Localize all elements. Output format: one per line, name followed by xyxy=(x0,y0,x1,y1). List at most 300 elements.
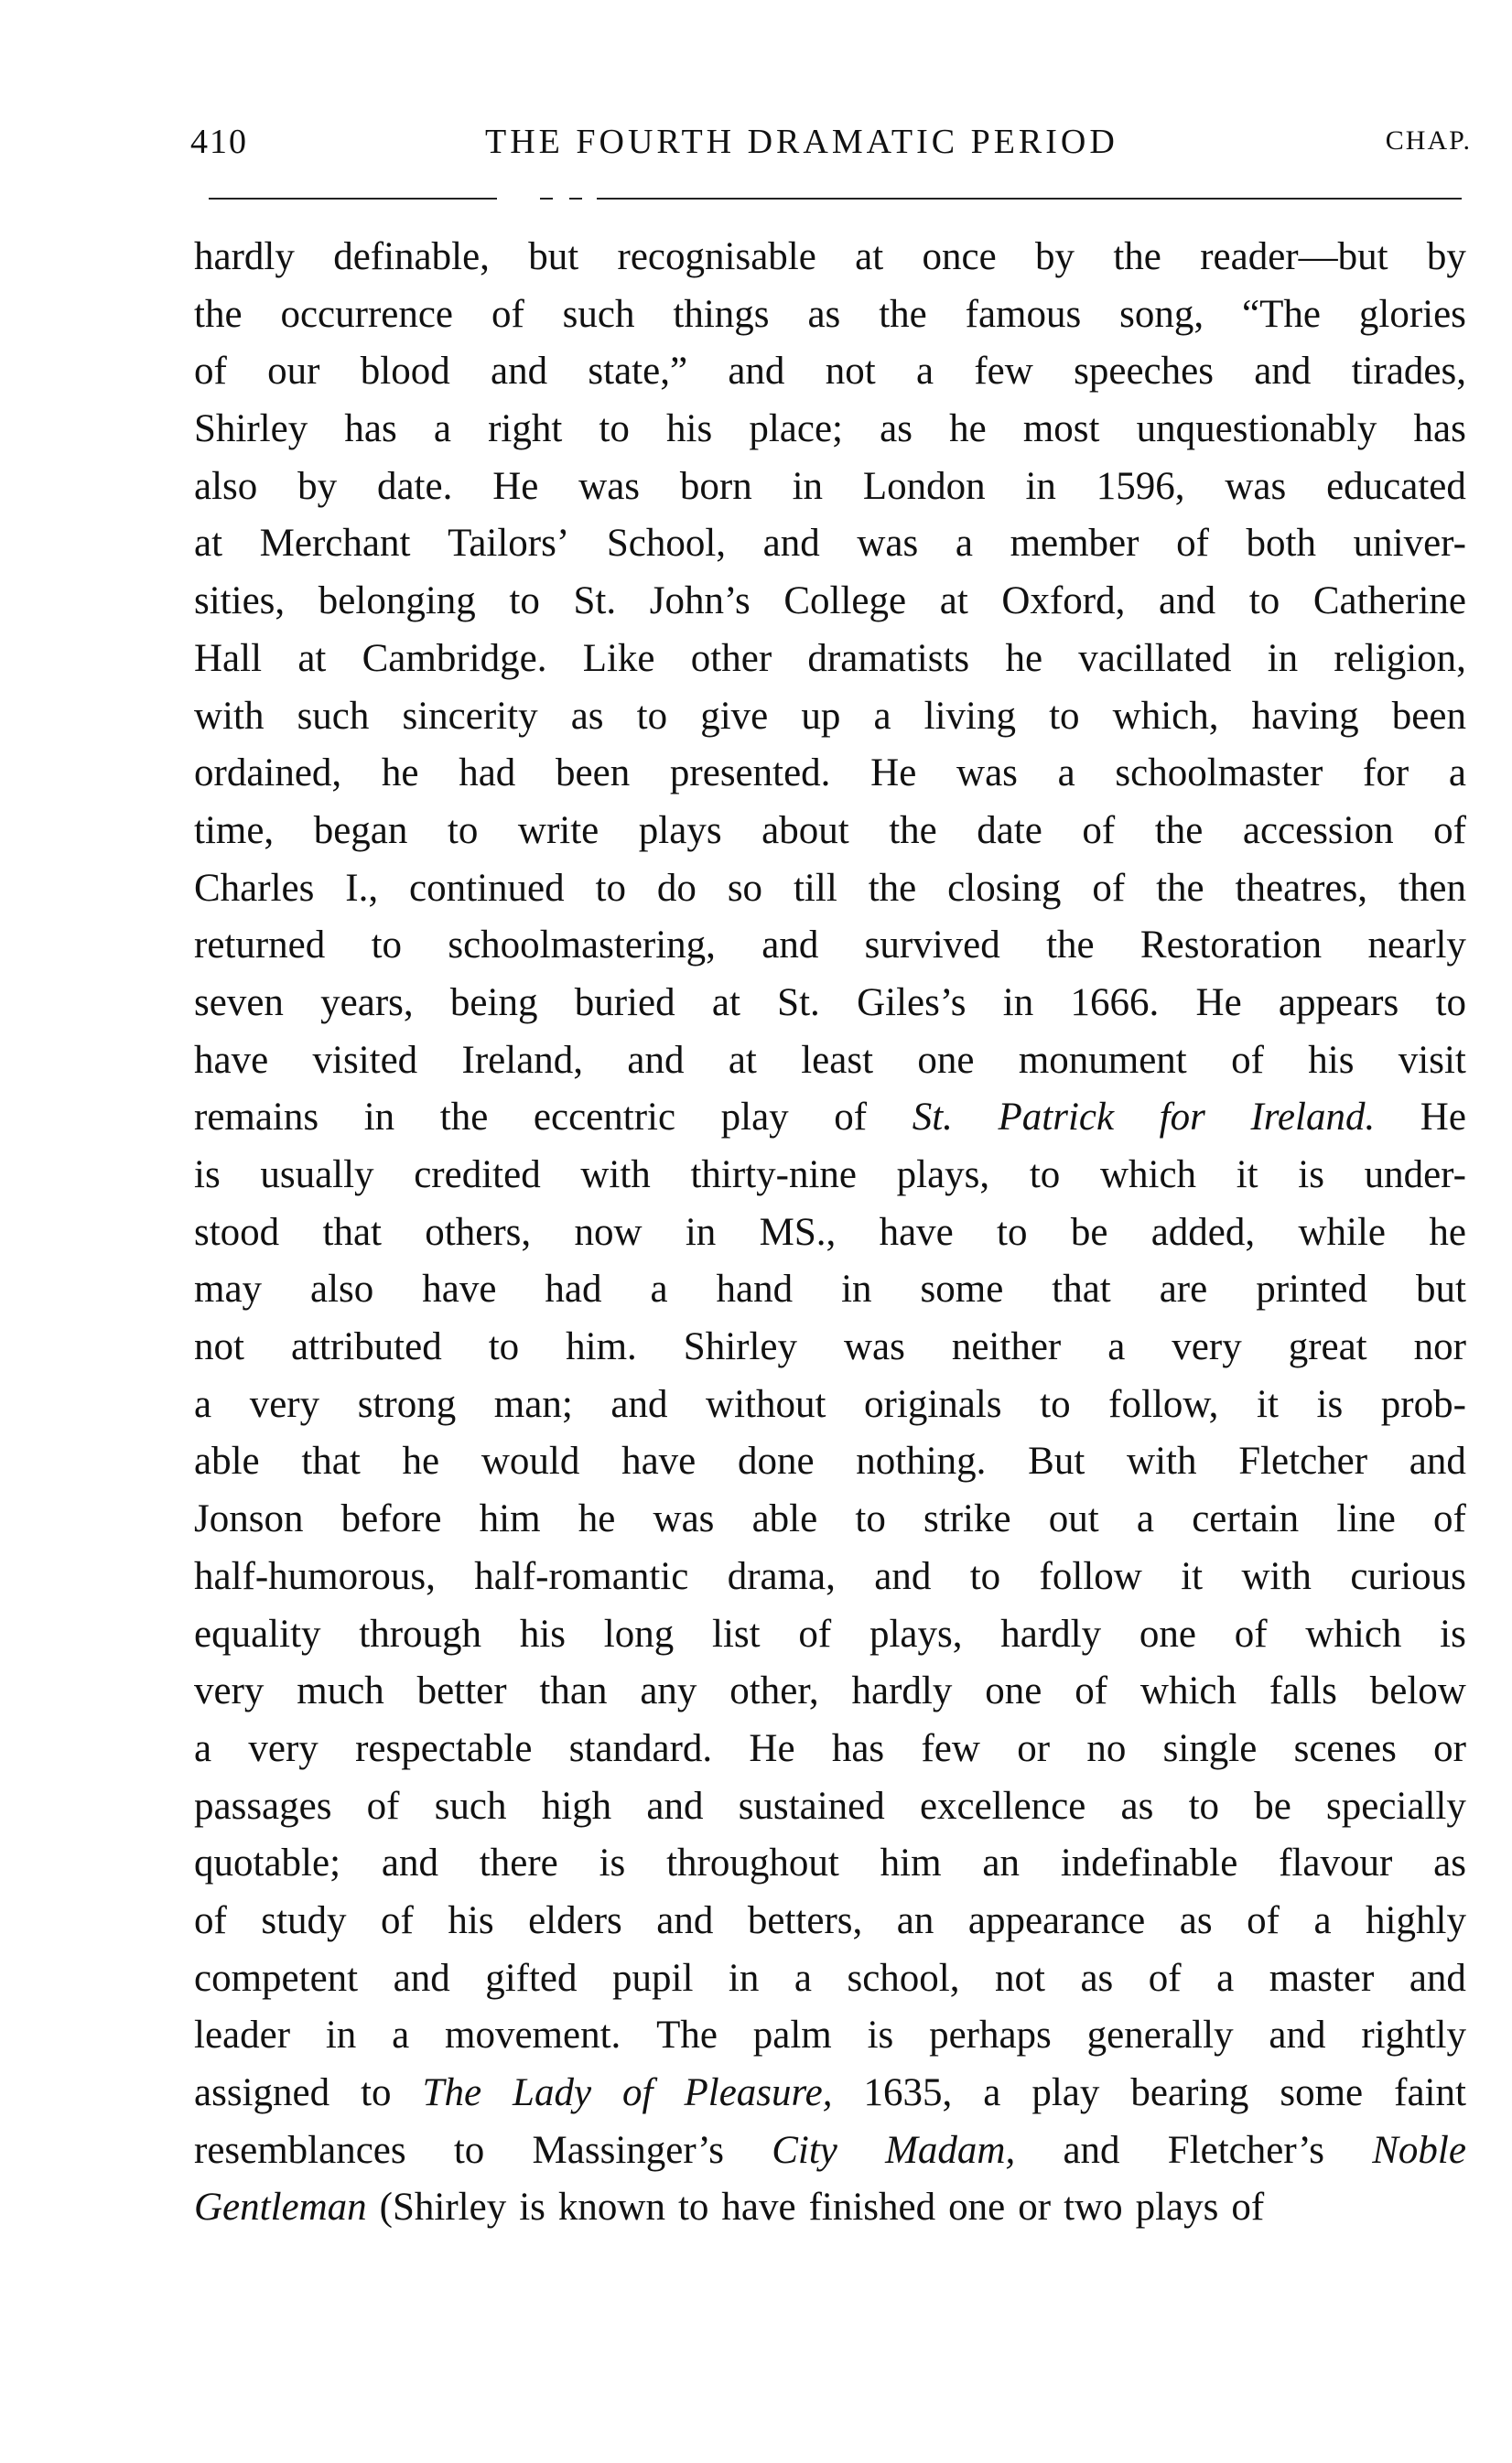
word: not xyxy=(825,350,876,394)
word: under- xyxy=(1364,1153,1466,1196)
word: 1596, xyxy=(1096,464,1185,508)
word: certain xyxy=(1192,1497,1300,1541)
word: a xyxy=(915,350,934,394)
text-line xyxy=(194,286,1466,344)
word: John’s xyxy=(649,579,751,623)
word: began xyxy=(313,808,408,852)
word: is xyxy=(867,2014,894,2058)
text-line xyxy=(194,917,1466,975)
word: theatres, xyxy=(1235,866,1367,910)
word: very xyxy=(194,1669,265,1713)
word: without xyxy=(706,1382,826,1426)
word: or xyxy=(1018,2186,1052,2230)
word: drama, xyxy=(727,1554,836,1598)
word: least xyxy=(801,1038,874,1082)
word: eccentric xyxy=(533,1096,676,1140)
word: not xyxy=(194,1325,244,1369)
word: a xyxy=(983,2071,1001,2114)
word: plays xyxy=(638,808,722,852)
word: sustained xyxy=(738,1784,885,1828)
word: have xyxy=(621,1440,697,1484)
word: follow, xyxy=(1108,1382,1219,1426)
word: prob- xyxy=(1380,1382,1466,1426)
word: the xyxy=(889,808,937,852)
word: at xyxy=(939,579,968,623)
word: also xyxy=(310,1268,374,1312)
text-line xyxy=(194,1147,1466,1204)
word: which xyxy=(1099,1153,1197,1196)
text-line xyxy=(194,573,1466,631)
text-line xyxy=(194,1204,1466,1262)
word: But xyxy=(1028,1440,1085,1484)
word: for xyxy=(1363,751,1409,795)
word: most xyxy=(1022,407,1100,451)
word: of xyxy=(1231,2186,1265,2230)
word: other xyxy=(690,636,772,680)
word: follow xyxy=(1039,1554,1142,1598)
word: indefinable xyxy=(1060,1842,1238,1885)
word: of xyxy=(1231,1038,1264,1082)
word: of xyxy=(194,1898,227,1942)
word: survived xyxy=(864,924,1000,967)
word: as xyxy=(807,292,841,336)
word: at xyxy=(728,1038,757,1082)
word: the xyxy=(1113,235,1161,278)
word: was xyxy=(1225,464,1287,508)
word: as xyxy=(1120,1784,1154,1828)
word: as xyxy=(880,407,913,451)
word: have xyxy=(194,1038,269,1082)
word: was xyxy=(956,751,1018,795)
word: the xyxy=(194,292,243,336)
word: and xyxy=(1409,1956,1466,2000)
word: definable, xyxy=(333,235,490,278)
word: him xyxy=(479,1497,541,1541)
word: he xyxy=(1429,1210,1466,1254)
word: have xyxy=(422,1268,497,1312)
word: to xyxy=(371,924,403,967)
word: time, xyxy=(194,808,275,852)
word: long xyxy=(603,1612,675,1656)
text-line xyxy=(194,688,1466,746)
text-line xyxy=(194,229,1466,286)
text-line xyxy=(194,2123,1466,2180)
word: to xyxy=(509,579,540,623)
italic-word: City xyxy=(772,2128,837,2172)
word: living xyxy=(923,694,1016,738)
word: Restoration xyxy=(1139,924,1323,967)
word: such xyxy=(434,1784,507,1828)
word: of xyxy=(491,292,524,336)
word: Merchant xyxy=(259,522,411,566)
word: to xyxy=(1435,980,1466,1024)
word: recognisable xyxy=(617,235,816,278)
word: respectable xyxy=(355,1726,533,1770)
word: born xyxy=(679,464,752,508)
word: strike xyxy=(923,1497,1011,1541)
word: the xyxy=(879,292,927,336)
word: song, xyxy=(1119,292,1204,336)
word: was xyxy=(653,1497,715,1541)
word: and xyxy=(610,1382,668,1426)
word: is xyxy=(519,2186,545,2230)
word: Charles xyxy=(194,866,315,910)
word: and xyxy=(728,350,785,394)
text-line xyxy=(194,1549,1466,1606)
word: that xyxy=(1052,1268,1111,1312)
word: and xyxy=(1063,2128,1120,2172)
text-line xyxy=(194,1377,1466,1434)
word: Shirley xyxy=(194,407,308,451)
word: educated xyxy=(1326,464,1466,508)
chapter-abbrev: CHAP. xyxy=(1385,125,1472,156)
word: that xyxy=(301,1440,361,1484)
word: visited xyxy=(312,1038,418,1082)
word: to xyxy=(488,1325,520,1369)
word: ordained, xyxy=(194,751,342,795)
word: two xyxy=(1064,2186,1123,2230)
word: done xyxy=(737,1440,815,1484)
word: of xyxy=(1433,808,1466,852)
word: Ireland, xyxy=(461,1038,584,1082)
word: such xyxy=(297,694,370,738)
word: attributed xyxy=(290,1325,442,1369)
word: to xyxy=(361,2071,392,2114)
word: member xyxy=(1010,522,1139,566)
word: at xyxy=(297,636,327,680)
word: not xyxy=(995,1956,1045,2000)
word: school, xyxy=(847,1956,960,2000)
word: univer- xyxy=(1353,522,1466,566)
word: a xyxy=(1136,1497,1155,1541)
word: that xyxy=(322,1210,382,1254)
word: belonging xyxy=(318,579,476,623)
word: out xyxy=(1048,1497,1099,1541)
word: state,” xyxy=(588,350,688,394)
word: passages xyxy=(194,1784,332,1828)
text-line xyxy=(194,2007,1466,2065)
word: by xyxy=(297,464,338,508)
word: or xyxy=(1017,1726,1051,1770)
word: below xyxy=(1369,1669,1466,1713)
word: and xyxy=(646,1784,704,1828)
word: excellence xyxy=(919,1784,1086,1828)
word: hardly xyxy=(194,235,295,278)
word: high xyxy=(541,1784,612,1828)
word: highly xyxy=(1366,1898,1466,1942)
word: very xyxy=(1172,1325,1242,1369)
word: which, xyxy=(1112,694,1219,738)
word: and xyxy=(1159,579,1216,623)
word: hardly xyxy=(851,1669,953,1713)
word: printed xyxy=(1256,1268,1367,1312)
italic-word: The xyxy=(422,2071,482,2114)
word: be xyxy=(1070,1210,1108,1254)
word: to xyxy=(677,2186,709,2230)
word: in xyxy=(792,464,824,508)
word: Oxford, xyxy=(1001,579,1126,623)
word: famous xyxy=(965,292,1082,336)
word: the xyxy=(1046,924,1095,967)
word: such xyxy=(562,292,635,336)
word: movement. xyxy=(445,2014,621,2058)
word: quotable; xyxy=(194,1842,341,1885)
word: his xyxy=(448,1898,494,1942)
text-line xyxy=(194,401,1466,459)
word: faint xyxy=(1394,2071,1466,2114)
word: specially xyxy=(1326,1784,1466,1828)
word: plays, xyxy=(869,1612,963,1656)
word: a xyxy=(1313,1898,1332,1942)
italic-word: for xyxy=(1159,1096,1205,1140)
word: has xyxy=(344,407,397,451)
word: to xyxy=(1040,1382,1071,1426)
word: in xyxy=(1025,464,1056,508)
word: competent xyxy=(194,1956,359,2000)
word: any xyxy=(640,1669,697,1713)
word: very xyxy=(249,1382,320,1426)
word: nothing. xyxy=(856,1440,987,1484)
word: may xyxy=(194,1268,263,1312)
word: much xyxy=(297,1669,384,1713)
word: returned xyxy=(194,924,326,967)
word: and xyxy=(1409,1440,1466,1484)
word: and xyxy=(1254,350,1312,394)
word: to xyxy=(453,2128,485,2172)
word: is xyxy=(1440,1612,1466,1656)
word: a xyxy=(194,1726,212,1770)
word: accession xyxy=(1242,808,1394,852)
header-rule-dash xyxy=(569,198,582,200)
word: few xyxy=(974,350,1033,394)
word: tirades, xyxy=(1351,350,1466,394)
text-line xyxy=(194,2179,1466,2237)
word: him. xyxy=(566,1325,637,1369)
word: half-humorous, xyxy=(194,1554,436,1598)
word: to xyxy=(595,866,626,910)
text-line xyxy=(194,860,1466,918)
word: nor xyxy=(1413,1325,1466,1369)
word: Giles’s xyxy=(857,980,967,1024)
word: originals xyxy=(864,1382,1002,1426)
word: is xyxy=(194,1153,221,1196)
word: schoolmastering, xyxy=(448,924,716,967)
word: great xyxy=(1288,1325,1367,1369)
text-line xyxy=(194,2065,1466,2123)
word: he xyxy=(381,751,419,795)
word: his xyxy=(519,1612,567,1656)
word: presented. xyxy=(669,751,831,795)
word: our xyxy=(267,350,320,394)
word: seven xyxy=(194,980,284,1024)
word: plays xyxy=(1135,2186,1219,2230)
word: an xyxy=(982,1842,1021,1885)
word: curious xyxy=(1350,1554,1466,1598)
word: of xyxy=(834,1096,868,1140)
header-rule xyxy=(597,198,1462,200)
word: so xyxy=(727,866,763,910)
word: (Shirley xyxy=(379,2186,507,2230)
italic-word: of xyxy=(622,2071,653,2114)
word: things xyxy=(673,292,770,336)
word: He xyxy=(1420,1096,1466,1140)
word: years, xyxy=(320,980,414,1024)
italic-word: St. xyxy=(912,1096,953,1140)
word: and xyxy=(393,1956,450,2000)
word: the xyxy=(1156,866,1204,910)
word: is xyxy=(1298,1153,1324,1196)
word: glories xyxy=(1358,292,1466,336)
word: pupil xyxy=(612,1956,694,2000)
text-line xyxy=(194,1950,1466,2008)
word: some xyxy=(920,1268,1004,1312)
word: stood xyxy=(194,1210,280,1254)
word: generally xyxy=(1086,2014,1234,2058)
word: flavour xyxy=(1279,1842,1393,1885)
text-line xyxy=(194,1606,1466,1664)
word: through xyxy=(359,1612,482,1656)
word: vacillated xyxy=(1078,636,1232,680)
word: give xyxy=(700,694,769,738)
word: Cambridge. xyxy=(362,636,547,680)
body-paragraph xyxy=(194,229,1466,2237)
text-line xyxy=(194,515,1466,573)
word: neither xyxy=(951,1325,1062,1369)
word: standard. xyxy=(568,1726,713,1770)
word: or xyxy=(1433,1726,1466,1770)
word: plays, xyxy=(896,1153,990,1196)
word: both xyxy=(1246,522,1316,566)
word: blood xyxy=(360,350,450,394)
word: to xyxy=(855,1497,886,1541)
word: Catherine xyxy=(1312,579,1466,623)
word: to xyxy=(599,407,630,451)
word: date. xyxy=(376,464,453,508)
word: there xyxy=(479,1842,558,1885)
word: schoolmaster xyxy=(1115,751,1323,795)
running-head xyxy=(190,122,1472,177)
word: be xyxy=(1254,1784,1291,1828)
word: which xyxy=(1139,1669,1237,1713)
word: been xyxy=(556,751,631,795)
word: Hall xyxy=(194,636,263,680)
word: dramatists xyxy=(807,636,970,680)
word: was xyxy=(857,522,919,566)
word: known xyxy=(557,2186,665,2230)
word: the xyxy=(1154,808,1204,852)
word: no xyxy=(1086,1726,1127,1770)
word: hardly xyxy=(1000,1612,1102,1656)
word: a xyxy=(1448,751,1466,795)
word: College xyxy=(783,579,907,623)
word: a xyxy=(873,694,891,738)
word: perhaps xyxy=(929,2014,1052,2058)
text-line xyxy=(194,459,1466,516)
word: place; xyxy=(749,407,843,451)
text-line xyxy=(194,975,1466,1032)
word: date xyxy=(977,808,1042,852)
word: the xyxy=(439,1096,489,1140)
word: appearance xyxy=(967,1898,1146,1942)
word: a xyxy=(392,2014,410,2058)
text-line xyxy=(194,1032,1466,1090)
word: an xyxy=(896,1898,934,1942)
word: of xyxy=(1247,1898,1280,1942)
word: of xyxy=(1082,808,1116,852)
word: thirty-nine xyxy=(690,1153,857,1196)
word: to xyxy=(1188,1784,1220,1828)
word: usually xyxy=(260,1153,374,1196)
word: He xyxy=(870,751,917,795)
text-line xyxy=(194,343,1466,401)
italic-word: Gentleman xyxy=(194,2186,367,2230)
word: He xyxy=(749,1726,795,1770)
word: and xyxy=(762,522,820,566)
italic-word: Madam, xyxy=(885,2128,1016,2172)
word: is xyxy=(1316,1382,1344,1426)
word: and xyxy=(381,1842,438,1885)
word: had xyxy=(459,751,516,795)
word: gifted xyxy=(485,1956,578,2000)
word: throughout xyxy=(666,1842,839,1885)
word: few xyxy=(921,1726,980,1770)
word: He xyxy=(1195,980,1242,1024)
word: Like xyxy=(582,636,655,680)
word: one xyxy=(948,2186,1006,2230)
word: half-romantic xyxy=(474,1554,689,1598)
word: reader—but xyxy=(1200,235,1388,278)
word: to xyxy=(1049,694,1080,738)
word: up xyxy=(801,694,841,738)
word: London xyxy=(862,464,986,508)
word: to xyxy=(636,694,668,738)
word: have xyxy=(879,1210,954,1254)
word: able xyxy=(751,1497,818,1541)
italic-word: Patrick xyxy=(998,1096,1115,1140)
word: Fletcher xyxy=(1238,1440,1368,1484)
word: of xyxy=(1148,1956,1182,2000)
word: equality xyxy=(194,1612,321,1656)
word: as xyxy=(570,694,604,738)
word: but xyxy=(528,235,579,278)
text-line xyxy=(194,1835,1466,1893)
word: of xyxy=(366,1784,400,1828)
word: leader xyxy=(194,2014,291,2058)
word: Massinger’s xyxy=(532,2128,724,2172)
word: it xyxy=(1236,1153,1258,1196)
word: to xyxy=(1248,579,1280,623)
word: continued xyxy=(409,866,565,910)
word: 1635, xyxy=(863,2071,953,2114)
text-line xyxy=(194,745,1466,803)
word: in xyxy=(685,1210,717,1254)
text-line xyxy=(194,1721,1466,1778)
word: in xyxy=(728,1956,760,2000)
italic-word: Pleasure, xyxy=(684,2071,833,2114)
word: being xyxy=(449,980,538,1024)
word: one xyxy=(917,1038,975,1082)
word: and xyxy=(627,1038,685,1082)
text-line xyxy=(194,1319,1466,1377)
word: of xyxy=(1234,1612,1268,1656)
word: was xyxy=(578,464,641,508)
word: He xyxy=(492,464,539,508)
word: he xyxy=(1005,636,1043,680)
word: of xyxy=(798,1612,832,1656)
word: single xyxy=(1162,1726,1258,1770)
italic-word: Ireland. xyxy=(1250,1096,1376,1140)
word: assigned xyxy=(194,2071,330,2114)
